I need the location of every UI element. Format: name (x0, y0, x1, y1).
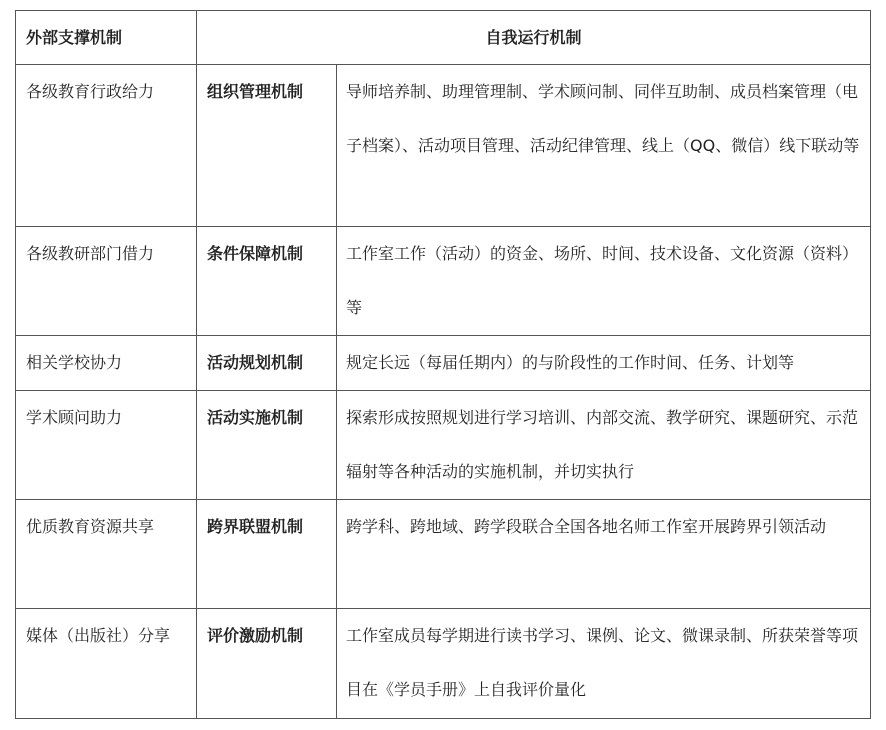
mechanism-name-cell: 组织管理机制 (197, 65, 337, 227)
mechanism-name-cell: 条件保障机制 (197, 227, 337, 336)
header-self-operation: 自我运行机制 (197, 11, 871, 65)
mechanism-description-cell: 工作室工作（活动）的资金、场所、时间、技术设备、文化资源（资料）等 (337, 227, 871, 336)
external-support-cell: 优质教育资源共享 (16, 500, 197, 609)
mechanism-description-cell: 规定长远（每届任期内）的与阶段性的工作时间、任务、计划等 (337, 336, 871, 391)
mechanism-description-cell: 导师培养制、助理管理制、学术顾问制、同伴互助制、成员档案管理（电子档案）、活动项目管理、活动纪律管理、线上（QQ、微信）线下联动等 (337, 65, 871, 227)
mechanism-description-cell: 工作室成员每学期进行读书学习、课例、论文、微课录制、所获荣誉等项目在《学员手册》上自我评价量化 (337, 609, 871, 719)
table-row (16, 500, 871, 609)
table-row (16, 391, 871, 500)
header-external-support: 外部支撑机制 (16, 11, 197, 65)
external-support-cell: 相关学校协力 (16, 336, 197, 391)
external-support-cell: 学术顾问助力 (16, 391, 197, 500)
mechanism-name-cell: 跨界联盟机制 (197, 500, 337, 609)
table-row (16, 336, 871, 391)
mechanism-description-cell: 探索形成按照规划进行学习培训、内部交流、教学研究、课题研究、示范辐射等各种活动的实施机制，并切实执行 (337, 391, 871, 500)
mechanism-table (15, 10, 871, 719)
mechanism-description-cell: 跨学科、跨地域、跨学段联合全国各地名师工作室开展跨界引领活动 (337, 500, 871, 609)
mechanism-name-cell: 活动实施机制 (197, 391, 337, 500)
table-row (16, 65, 871, 227)
table-row (16, 227, 871, 336)
mechanism-name-cell: 评价激励机制 (197, 609, 337, 719)
external-support-cell: 各级教研部门借力 (16, 227, 197, 336)
external-support-cell: 各级教育行政给力 (16, 65, 197, 227)
table-header-row (16, 11, 871, 65)
table-row (16, 609, 871, 719)
external-support-cell: 媒体（出版社）分享 (16, 609, 197, 719)
mechanism-name-cell: 活动规划机制 (197, 336, 337, 391)
